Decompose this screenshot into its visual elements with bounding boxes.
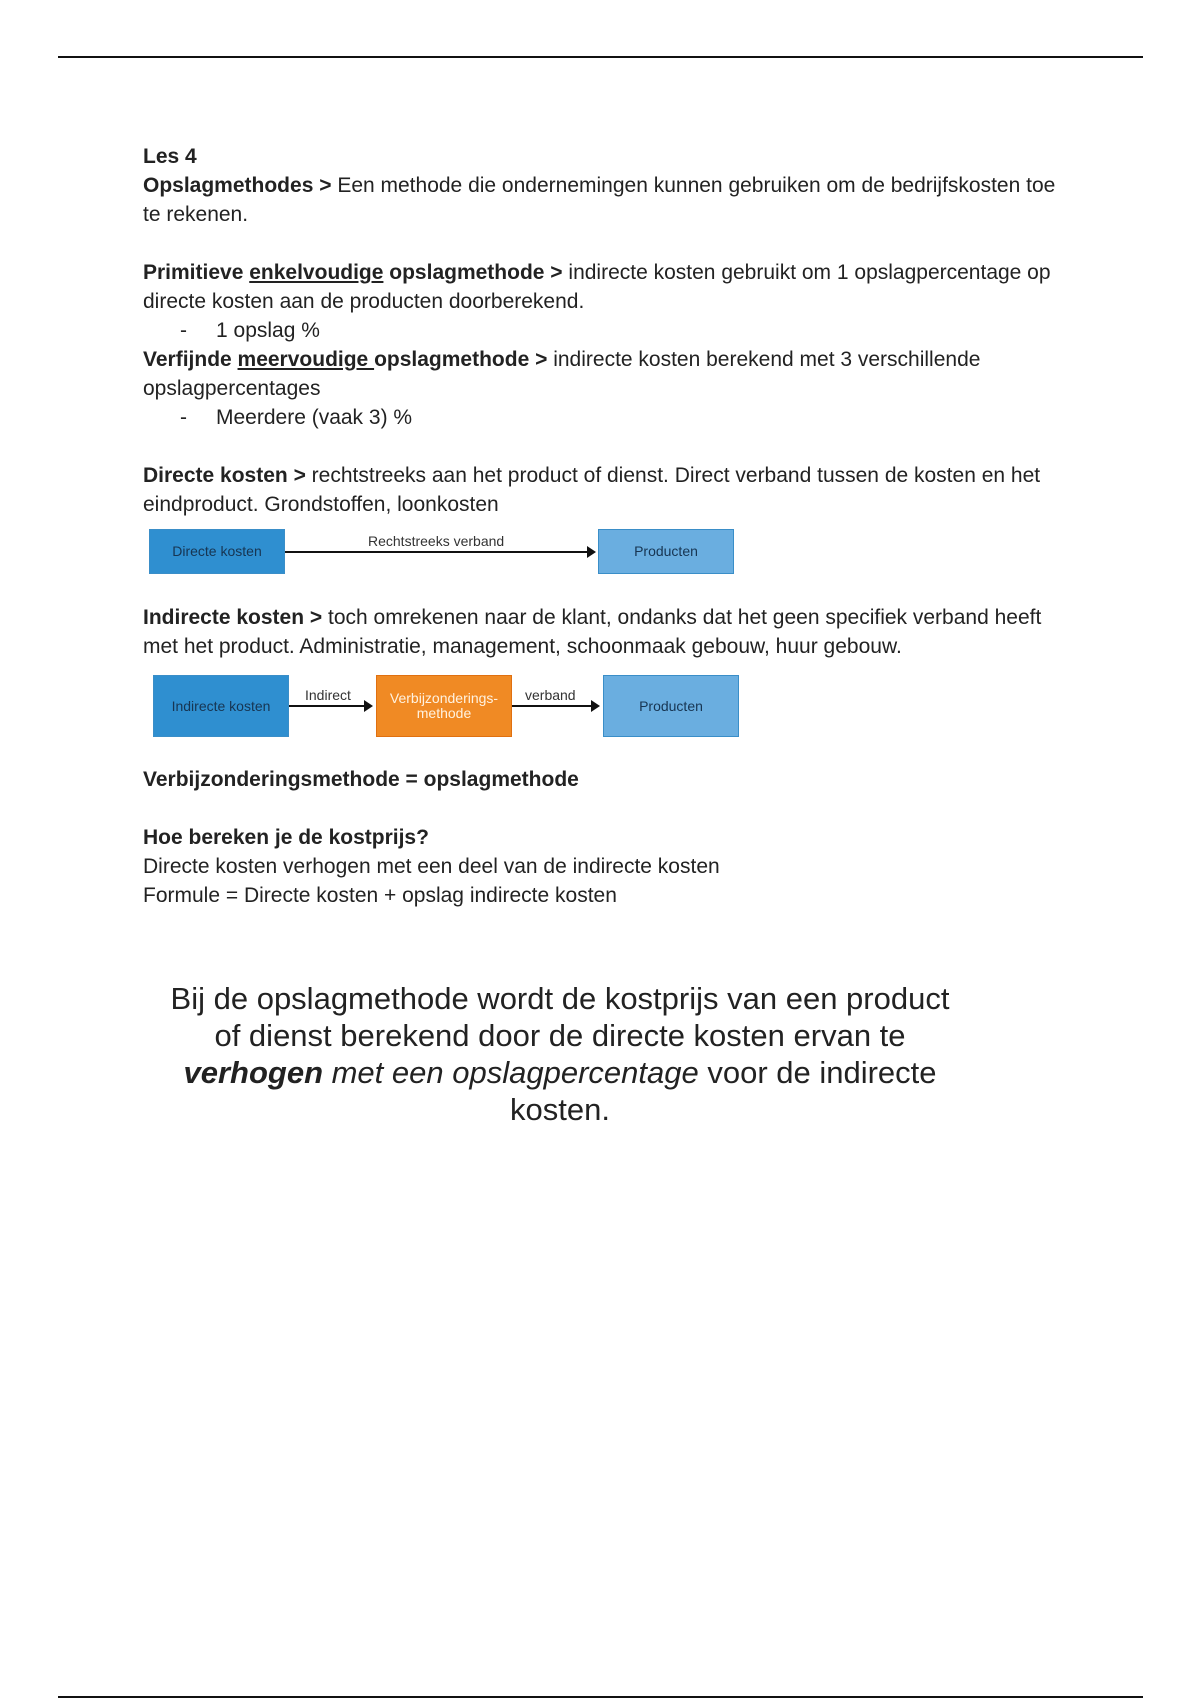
equivalence-line: Verbijzonderingsmethode = opslagmethode bbox=[143, 768, 579, 791]
document-body bbox=[143, 142, 1063, 910]
primitive-method-paragraph: Primitieve enkelvoudige opslagmethode > indirecte kosten gebruikt om 1 opslagpercentage op directe kosten aan de producten doorberekend. bbox=[143, 261, 1051, 313]
direct-costs-paragraph: Directe kosten > rechtstreeks aan het product of dienst. Direct verband tussen de kosten en het eindproduct. Grondstoffen, loonkosten bbox=[143, 464, 1041, 516]
footer-rule bbox=[58, 1696, 1143, 1698]
cost-price-line-1: Directe kosten verhogen met een deel van de indirecte kosten bbox=[143, 855, 720, 878]
diagram-box-allocation-method: Verbijzonderings-methode bbox=[376, 675, 512, 737]
diagram-arrow-label-1: Indirect bbox=[305, 687, 351, 703]
refined-method-paragraph: Verfijnde meervoudige opslagmethode > indirecte kosten berekend met 3 verschillende opslagpercentages bbox=[143, 348, 981, 400]
cost-price-formula: Formule = Directe kosten + opslag indirecte kosten bbox=[143, 884, 617, 907]
indirect-costs-paragraph: Indirecte kosten > toch omrekenen naar de klant, ondanks dat het geen specifiek verband heeft met het product. Administratie, management, schoonmaak gebouw, huur gebouw. bbox=[143, 606, 1042, 658]
diagram-box-indirect-costs: Indirecte kosten bbox=[153, 675, 289, 737]
diagram-box-products-2: Producten bbox=[603, 675, 739, 737]
lesson-title: Les 4 bbox=[143, 145, 197, 168]
primitive-bullet: - 1 opslag % bbox=[180, 319, 320, 342]
cost-price-question: Hoe bereken je de kostprijs? bbox=[143, 826, 429, 849]
direct-costs-diagram bbox=[143, 525, 1063, 581]
indirect-costs-diagram bbox=[143, 673, 1063, 745]
intro-paragraph: Opslagmethodes > Een methode die ondernemingen kunnen gebruiken om de bedrijfskosten toe te rekenen. bbox=[143, 174, 1056, 226]
header-rule bbox=[58, 56, 1143, 58]
diagram-arrow-label: Rechtstreeks verband bbox=[368, 533, 505, 549]
quote-block: Bij de opslagmethode wordt de kostprijs van een product of dienst berekend door de directe kosten ervan te verhogen met een opslagpercentage voor de indirecte kosten. bbox=[170, 981, 950, 1127]
refined-bullet: - Meerdere (vaak 3) % bbox=[180, 406, 413, 429]
diagram-box-products: Producten bbox=[598, 529, 734, 574]
diagram-box-direct-costs: Directe kosten bbox=[149, 529, 285, 574]
diagram-arrow-label-2: verband bbox=[525, 687, 576, 703]
